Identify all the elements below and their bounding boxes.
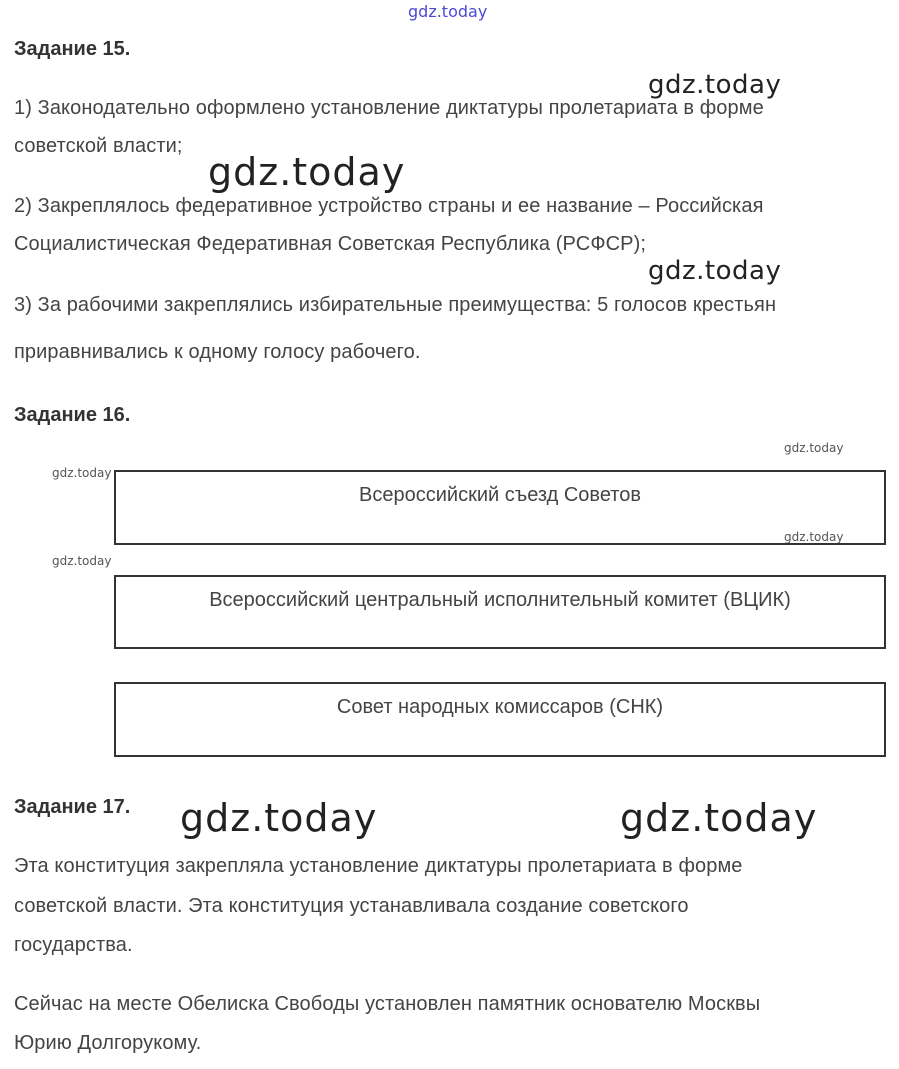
watermark: gdz.today [648,256,782,286]
task17-heading: Задание 17. [14,796,131,818]
task15-line: 3) За рабочими закреплялись избирательные преимущества: 5 голосов крестьян [14,294,777,316]
task17-line: Эта конституция закрепляла установление диктатуры пролетариата в форме [14,855,743,877]
watermark: gdz.today [180,796,378,840]
task17-line: советской власти. Эта конституция устанавливала создание советского [14,895,689,917]
task15-line: Социалистическая Федеративная Советская Республика (РСФСР); [14,233,647,255]
scheme-box-label: Всероссийский съезд Советов [359,484,641,506]
scheme-box-snk [114,682,886,757]
watermark: gdz.today [648,70,782,100]
task17-line: Сейчас на месте Обелиска Свободы установлен памятник основателю Москвы [14,993,761,1015]
scheme-box-congress [114,470,886,545]
task15-line: 2) Закреплялось федеративное устройство страны и ее название – Российская [14,195,764,217]
task17-line: Юрию Долгорукому. [14,1032,202,1054]
task16-heading: Задание 16. [14,404,131,426]
watermark: gdz.today [208,150,406,194]
task15-line: приравнивались к одному голосу рабочего. [14,341,421,363]
scheme-box-label: Совет народных комиссаров (СНК) [336,696,664,718]
watermark: gdz.today [52,554,112,568]
task15-line: советской власти; [14,135,183,157]
scheme-box-label: Всероссийский центральный исполнительный комитет (ВЦИК) [209,589,791,611]
watermark: gdz.today [52,466,112,480]
watermark: gdz.today [620,796,818,840]
task17-line: государства. [14,934,133,956]
watermark: gdz.today [784,530,844,544]
scheme-box-vtsik [114,575,886,649]
task15-line: 1) Законодательно оформлено установление диктатуры пролетариата в форме [14,97,764,119]
watermark-top: gdz.today [408,2,488,21]
watermark: gdz.today [784,441,844,455]
task15-heading: Задание 15. [14,38,131,60]
